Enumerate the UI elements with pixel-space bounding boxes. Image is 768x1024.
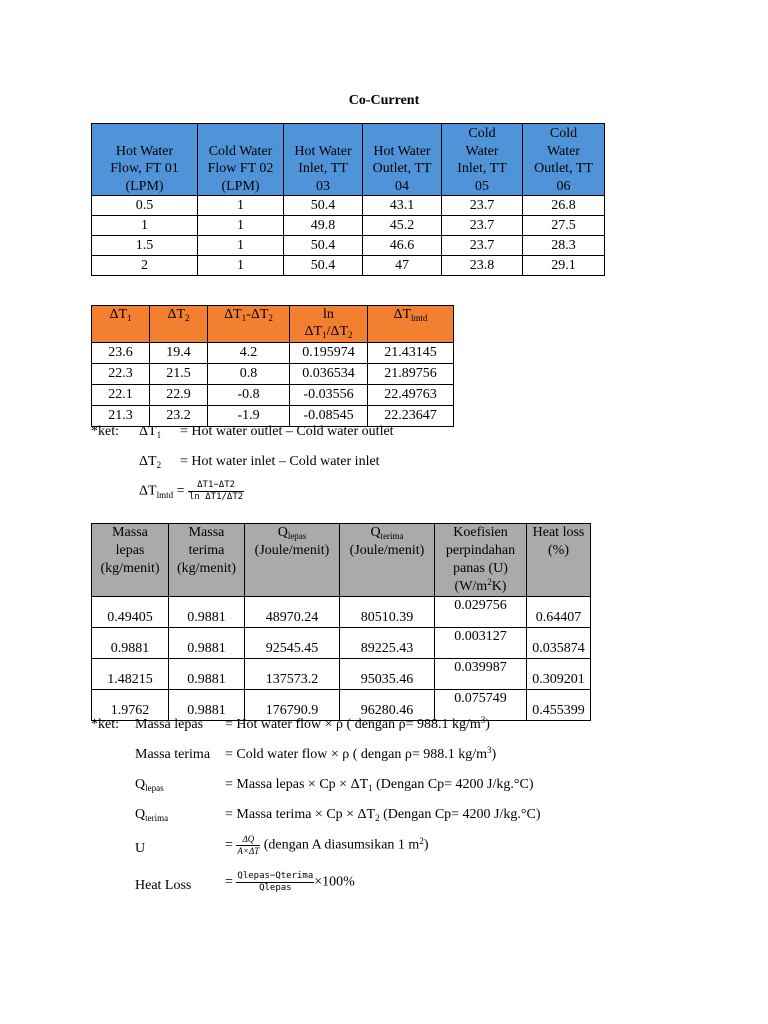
table-cell: 23.7 — [442, 216, 523, 236]
massa-terima-header: Massa terima (kg/menit) — [169, 524, 245, 597]
table-cell: 0.49405 — [92, 597, 169, 628]
table-row — [92, 364, 454, 385]
table-cell: 0.035874 — [527, 628, 591, 659]
table-cell: 1.9762 — [92, 690, 169, 721]
table-cell: 21.5 — [150, 364, 208, 385]
note-lmtd-formula: $\Delta T_{lmtd}$ = $\frac{\Delta T1-\Delta T2}{\text{ln ΔT1/ΔT2}}$ — [139, 480, 244, 502]
table-cell: 23.2 — [150, 406, 208, 427]
q-lepas-header: $Q_{lepas}$ (Joule/menit) — [245, 524, 340, 597]
table-cell: -1.9 — [208, 406, 290, 427]
table-cell: 0.075749 — [435, 690, 527, 721]
table-cell: 22.9 — [150, 385, 208, 406]
table-cell: 19.4 — [150, 343, 208, 364]
table-cell: 21.3 — [92, 406, 150, 427]
table-cell: 23.7 — [442, 196, 523, 216]
table-row — [92, 216, 605, 236]
table-cell: 0.036534 — [290, 364, 368, 385]
dt1-header: $\Delta T_1$ — [92, 306, 150, 343]
table-cell: 0.9881 — [169, 659, 245, 690]
table-cell: 29.1 — [523, 256, 605, 276]
table-cell: 23.7 — [442, 236, 523, 256]
table-cell: 0.64407 — [527, 597, 591, 628]
q-terima-formula: = Massa terima × $Cp \times \Delta T_2$ (Dengan Cp= 4200 J/kg.°C) — [225, 807, 541, 823]
table-cell: 23.6 — [92, 343, 150, 364]
q-terima-header: $Q_{terima}$ (Joule/menit) — [340, 524, 435, 597]
note2-ket-label: *ket: — [91, 717, 119, 732]
massa-terima-formula: = Cold water flow × ρ ( dengan ρ= 988.1 $kg/m^3$) — [225, 745, 497, 762]
table-cell: 22.23647 — [368, 406, 454, 427]
table-row — [92, 690, 591, 721]
table-cell: 0.9881 — [169, 597, 245, 628]
table-cell: 48970.24 — [245, 597, 340, 628]
table-cell: 21.89756 — [368, 364, 454, 385]
cold-water-flow-header: Cold Water Flow FT 02 (LPM) — [198, 124, 284, 196]
q-lepas-label: $Q_{lepas}$ — [135, 777, 164, 793]
table-cell: -0.03556 — [290, 385, 368, 406]
hot-water-inlet-header: Hot Water Inlet, TT 03 — [284, 124, 363, 196]
q-lepas-formula: = Massa lepas × $Cp \times \Delta T_1$ (Dengan Cp= 4200 J/kg.°C) — [225, 777, 534, 793]
table-cell: 4.2 — [208, 343, 290, 364]
delta-t-table — [91, 305, 454, 427]
table-cell: 1 — [92, 216, 198, 236]
q-terima-label: $Q_{terima}$ — [135, 807, 169, 823]
heat-loss-fraction: $\frac{\text{Qlepas−Qterima}}{\text{Qlepas}}$ — [237, 871, 314, 893]
koefisien-header: Koefisien perpindahan panas (U) $(W/m^2K)$ — [435, 524, 527, 597]
cold-water-outlet-header: Cold Water Outlet, TT 06 — [523, 124, 605, 196]
massa-lepas-formula: = Hot water flow × ρ ( dengan ρ= 988.1 $kg/m^3$) — [225, 715, 490, 732]
table-cell: 0.9881 — [169, 690, 245, 721]
table-cell: 0.309201 — [527, 659, 591, 690]
table-row — [92, 385, 454, 406]
table-cell: 26.8 — [523, 196, 605, 216]
note-dt2-text: = Hot water inlet – Cold water inlet — [180, 454, 380, 469]
table-cell: 89225.43 — [340, 628, 435, 659]
table-cell: 0.8 — [208, 364, 290, 385]
table-cell: 1.5 — [92, 236, 198, 256]
heat-loss-formula: = $\frac{\text{Qlepas−Qterima}}{\text{Qlepas}}$ ×100% — [225, 871, 355, 893]
table-cell: 0.9881 — [169, 628, 245, 659]
note-dt2-label: $\Delta T_2$ — [139, 454, 162, 470]
heat-transfer-table — [91, 523, 591, 721]
table-cell: 21.43145 — [368, 343, 454, 364]
heat-loss-label: Heat Loss — [135, 878, 192, 893]
table-cell: 28.3 — [523, 236, 605, 256]
ln-ratio-header: ln $\Delta T_1/\Delta T_2$ — [290, 306, 368, 343]
table-cell: 2 — [92, 256, 198, 276]
dt2-header: $\Delta T_2$ — [150, 306, 208, 343]
table-cell: 49.8 — [284, 216, 363, 236]
page-title: Co-Current — [348, 93, 420, 108]
heat-loss-header: Heat loss (%) — [527, 524, 591, 597]
table-cell: 43.1 — [363, 196, 442, 216]
table-cell: 1.48215 — [92, 659, 169, 690]
u-fraction: $\frac{\Delta Q}{A\times\Delta T}$ — [237, 834, 260, 856]
massa-terima-label: Massa terima — [135, 747, 211, 762]
table-cell: 50.4 — [284, 256, 363, 276]
table-cell: 1 — [198, 196, 284, 216]
table-cell: 27.5 — [523, 216, 605, 236]
note-ket-label: *ket: — [91, 424, 119, 439]
table-cell: -0.08545 — [290, 406, 368, 427]
table-row — [92, 196, 605, 216]
dt1-minus-dt2-header: $\Delta T_1-\Delta T_2$ — [208, 306, 290, 343]
table-row — [92, 343, 454, 364]
table-row — [92, 628, 591, 659]
u-formula: = $\frac{\Delta Q}{A\times\Delta T}$ (dengan A diasumsikan 1 $m^2$) — [225, 834, 429, 856]
table-cell: 176790.9 — [245, 690, 340, 721]
lmtd-fraction: $\frac{\Delta T1-\Delta T2}{\text{ln ΔT1/ΔT2}}$ — [188, 480, 244, 502]
table-cell: 22.49763 — [368, 385, 454, 406]
table-cell: 50.4 — [284, 236, 363, 256]
table-cell: 0.029756 — [435, 597, 527, 628]
table-row — [92, 256, 605, 276]
note-dt1-label: $\Delta T_1$ — [139, 424, 162, 440]
table-cell: 46.6 — [363, 236, 442, 256]
table-cell: -0.8 — [208, 385, 290, 406]
cold-water-inlet-header: Cold Water Inlet, TT 05 — [442, 124, 523, 196]
table-cell: 95035.46 — [340, 659, 435, 690]
table-cell: 137573.2 — [245, 659, 340, 690]
table-cell: 0.455399 — [527, 690, 591, 721]
table-cell: 45.2 — [363, 216, 442, 236]
note-dt1-text: = Hot water outlet – Cold water outlet — [180, 424, 394, 439]
table-cell: 1 — [198, 236, 284, 256]
table-header-row — [92, 124, 605, 196]
table-cell: 22.3 — [92, 364, 150, 385]
table-cell: 23.8 — [442, 256, 523, 276]
dt-lmtd-header: $\Delta T_{lmtd}$ — [368, 306, 454, 343]
table-row — [92, 597, 591, 628]
table-header-row — [92, 306, 454, 343]
table-cell: 47 — [363, 256, 442, 276]
table-cell: 96280.46 — [340, 690, 435, 721]
table-cell: 92545.45 — [245, 628, 340, 659]
table-cell: 0.5 — [92, 196, 198, 216]
table-cell: 22.1 — [92, 385, 150, 406]
u-label: U — [135, 841, 146, 856]
table-cell: 80510.39 — [340, 597, 435, 628]
table-cell: 0.9881 — [92, 628, 169, 659]
table-cell: 0.195974 — [290, 343, 368, 364]
co-current-flow-table — [91, 123, 605, 276]
table-cell: 50.4 — [284, 196, 363, 216]
table-cell: 1 — [198, 216, 284, 236]
table-row — [92, 659, 591, 690]
table-cell: 0.039987 — [435, 659, 527, 690]
table-header-row — [92, 524, 591, 597]
hot-water-outlet-header: Hot Water Outlet, TT 04 — [363, 124, 442, 196]
table-row — [92, 236, 605, 256]
massa-lepas-label: Massa lepas — [135, 717, 204, 732]
massa-lepas-header: Massa lepas (kg/menit) — [92, 524, 169, 597]
table-cell: 1 — [198, 256, 284, 276]
table-cell: 0.003127 — [435, 628, 527, 659]
hot-water-flow-header: Hot Water Flow, FT 01 (LPM) — [92, 124, 198, 196]
